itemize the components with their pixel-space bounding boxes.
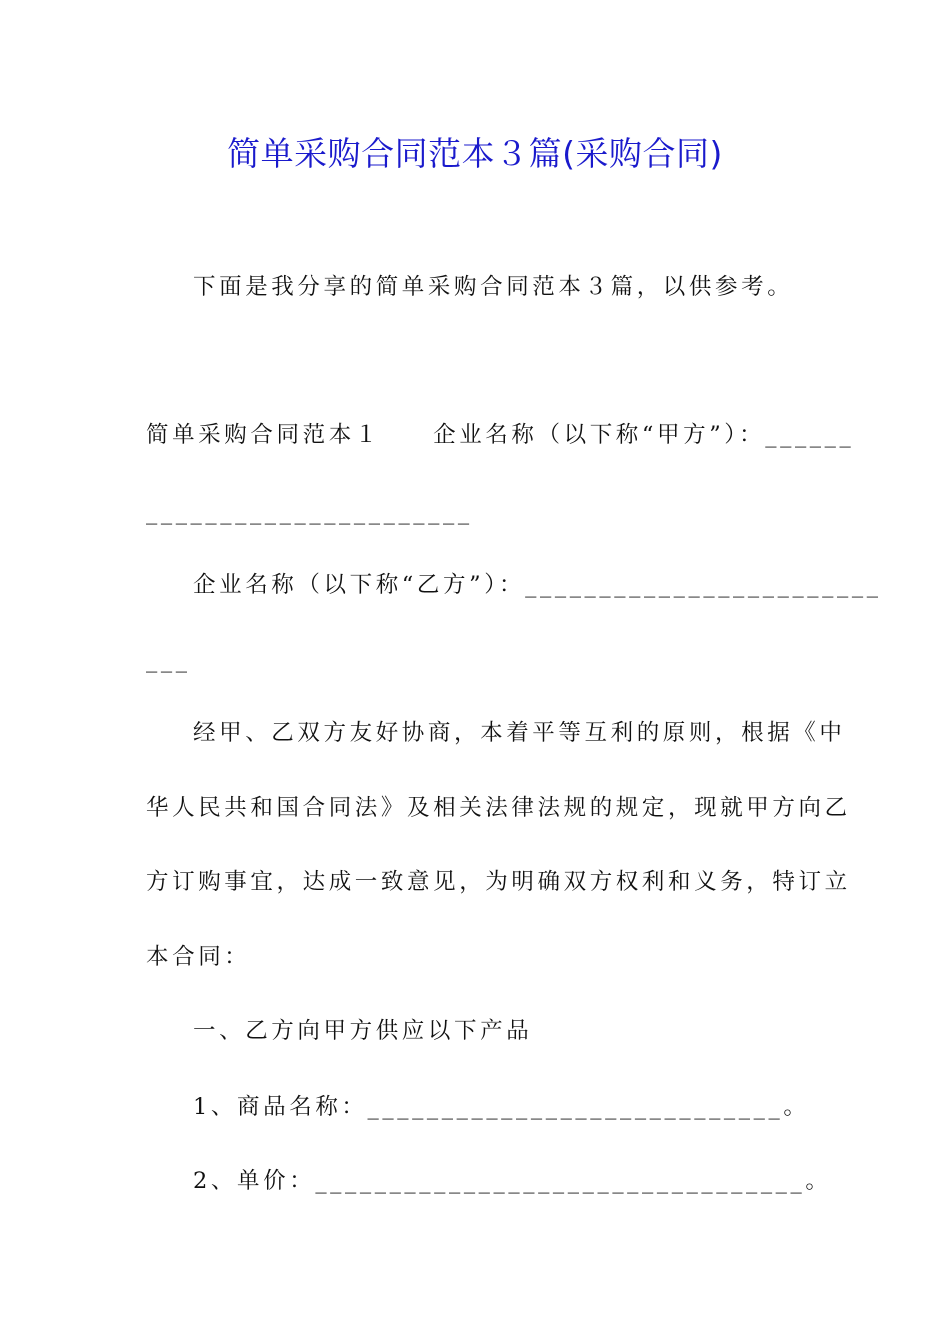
party-b-line: 企业名称（以下称“乙方”）：________________________ <box>193 572 882 598</box>
item-product-name: 1、商品名称：____________________________。 <box>193 1094 810 1120</box>
contract-heading-party-a: 简单采购合同范本１ 企业名称（以下称“甲方”）：______ <box>146 422 855 448</box>
agreement-paragraph-line-4: 本合同： <box>146 944 251 970</box>
party-a-blank-line: ______________________ <box>146 499 473 525</box>
document-title: 简单采购合同范本３篇(采购合同) <box>227 134 723 173</box>
party-b-blank-line: ___ <box>146 647 191 673</box>
section-heading-1: 一、乙方向甲方供应以下产品 <box>193 1018 533 1044</box>
agreement-paragraph-line-3: 方订购事宜，达成一致意见，为明确双方权利和义务，特订立 <box>146 869 851 895</box>
intro-paragraph: 下面是我分享的简单采购合同范本３篇，以供参考。 <box>193 274 794 300</box>
agreement-paragraph-line-2: 华人民共和国合同法》及相关法律法规的规定，现就甲方向乙 <box>146 795 851 821</box>
agreement-paragraph-line-1: 经甲、乙双方友好协商，本着平等互利的原则，根据《中 <box>193 720 846 746</box>
item-unit-price: 2、单价：_________________________________。 <box>193 1168 832 1194</box>
